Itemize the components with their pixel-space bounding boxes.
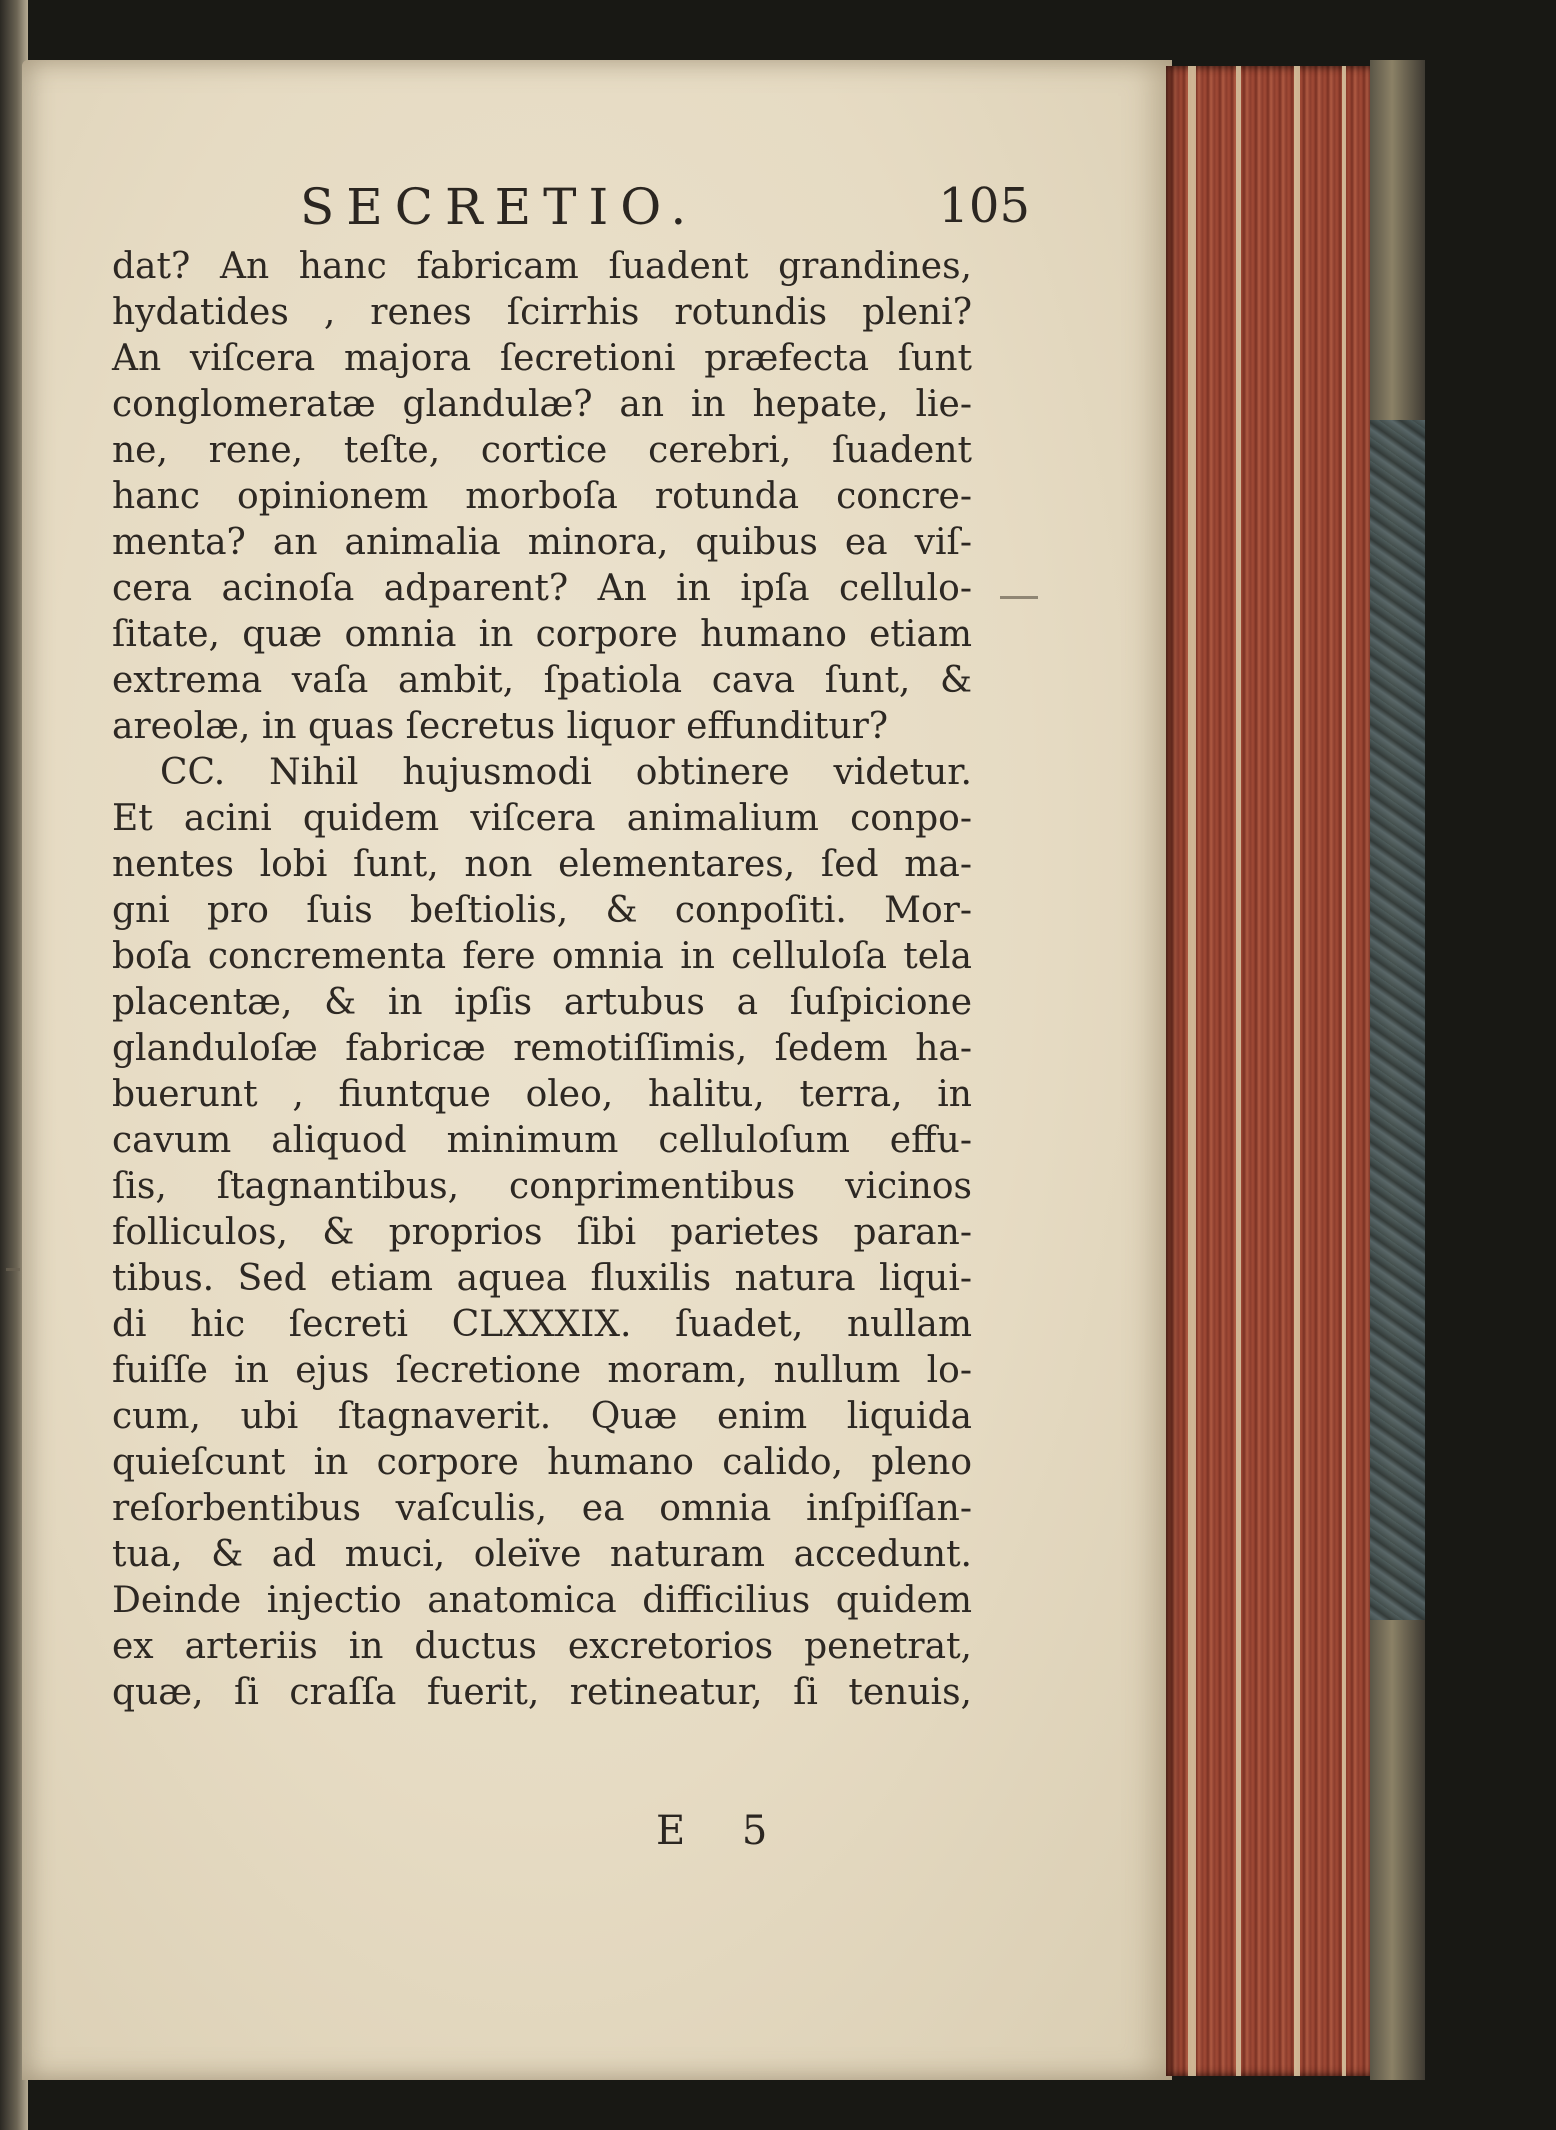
text-line: reſorbentibus vaſculis, ea omnia inſpiſſan- bbox=[112, 1488, 972, 1529]
text-line: ſitate, quæ omnia in corpore humano etiam bbox=[112, 614, 972, 655]
text-line: hydatides , renes ſcirrhis rotundis pleni? bbox=[112, 292, 972, 333]
text-line: gni pro ſuis beſtiolis, & conpoſiti. Mor- bbox=[112, 890, 972, 931]
text-line: nentes lobi ſunt, non elementares, ſed ma- bbox=[112, 844, 972, 885]
body-text bbox=[112, 244, 972, 1716]
page-number: 105 bbox=[938, 178, 1030, 234]
text-line: di hic ſecreti CLXXXIX. ſuadet, nullam bbox=[112, 1304, 972, 1345]
text-line: ex arteriis in ductus excretorios penetrat, bbox=[112, 1626, 972, 1667]
text-line: Deinde injectio anatomica difficilius quidem bbox=[112, 1580, 972, 1621]
running-title: SECRETIO. bbox=[300, 178, 699, 236]
text-line: tua, & ad muci, oleïve naturam accedunt. bbox=[112, 1534, 972, 1575]
page-header bbox=[300, 178, 1060, 238]
fore-edge-band bbox=[1294, 66, 1300, 2076]
text-line: cera acinoſa adparent? An in ipſa cellulo- bbox=[112, 568, 972, 609]
text-line: extrema vaſa ambit, ſpatiola cava ſunt, & bbox=[112, 660, 972, 701]
text-line: glanduloſæ fabricæ remotiſſimis, ſedem ha- bbox=[112, 1028, 972, 1069]
text-line: folliculos, & proprios ſibi parietes paran- bbox=[112, 1212, 972, 1253]
text-line: cum, ubi ſtagnaverit. Quæ enim liquida bbox=[112, 1396, 972, 1437]
text-line: dat? An hanc fabricam ſuadent grandines, bbox=[112, 246, 972, 287]
text-line: placentæ, & in ipſis artubus a ſuſpicione bbox=[112, 982, 972, 1023]
text-line: cavum aliquod minimum celluloſum effu- bbox=[112, 1120, 972, 1161]
text-line: areolæ, in quas ſecretus liquor effunditur? bbox=[112, 706, 889, 747]
text-line: fuiſſe in ejus ſecretione moram, nullum lo- bbox=[112, 1350, 972, 1391]
text-line: ne, rene, teſte, cortice cerebri, ſuadent bbox=[112, 430, 972, 471]
text-line: tibus. Sed etiam aquea fluxilis natura liqui- bbox=[112, 1258, 972, 1299]
paragraph-start-line: CC. Nihil hujusmodi obtinere videtur. bbox=[160, 752, 972, 793]
page-fore-edge bbox=[1166, 66, 1376, 2076]
text-line: Et acini quidem viſcera animalium conpo- bbox=[112, 798, 972, 839]
text-line: conglomeratæ glandulæ? an in hepate, lie- bbox=[112, 384, 972, 425]
fore-edge-band bbox=[1236, 66, 1241, 2076]
text-line: ſis, ſtagnantibus, conprimentibus vicinos bbox=[112, 1166, 972, 1207]
fore-edge-band bbox=[1188, 66, 1196, 2076]
margin-mark bbox=[1000, 596, 1038, 599]
text-line: buerunt , fiuntque oleo, halitu, terra, in bbox=[112, 1074, 972, 1115]
text-line: quieſcunt in corpore humano calido, pleno bbox=[112, 1442, 972, 1483]
marbled-cover bbox=[1370, 420, 1425, 1620]
text-line: boſa concrementa fere omnia in celluloſa tela bbox=[112, 936, 972, 977]
text-line: An viſcera majora ſecretioni præfecta ſunt bbox=[112, 338, 972, 379]
text-line: menta? an animalia minora, quibus ea viſ- bbox=[112, 522, 972, 563]
margin-mark bbox=[6, 1268, 20, 1271]
signature-mark: E 5 bbox=[656, 1808, 790, 1854]
text-line: hanc opinionem morboſa rotunda concre- bbox=[112, 476, 972, 517]
text-line: quæ, ſi craſſa fuerit, retineatur, ſi tenuis, bbox=[112, 1672, 972, 1713]
fore-edge-band bbox=[1342, 66, 1346, 2076]
